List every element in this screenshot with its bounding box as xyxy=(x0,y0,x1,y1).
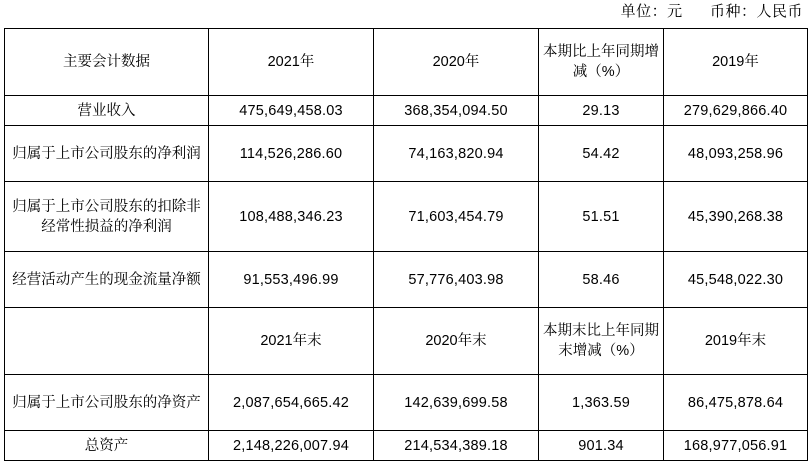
currency-unit-label: 单位：元 xyxy=(620,3,683,20)
row-value-2021: 114,526,286.60 xyxy=(209,126,374,182)
row-value-2019: 45,548,022.30 xyxy=(664,252,808,308)
table-row xyxy=(5,182,808,252)
row-label: 归属于上市公司股东的净资产 xyxy=(5,375,209,431)
row-value-2021: 91,553,496.99 xyxy=(209,252,374,308)
row-value-2021: 475,649,458.03 xyxy=(209,96,374,126)
table-row xyxy=(5,431,808,461)
currency-kind-label: 币种：人民币 xyxy=(709,3,803,20)
row-label: 归属于上市公司股东的净利润 xyxy=(5,126,209,182)
row-value-2020: 71,603,454.79 xyxy=(374,182,539,252)
row-value-change-end: 901.34 xyxy=(539,431,664,461)
row-value-change-end: 1,363.59 xyxy=(539,375,664,431)
row-label: 经营活动产生的现金流量净额 xyxy=(5,252,209,308)
unit-note xyxy=(621,0,803,24)
header-year-2020: 2020年 xyxy=(374,29,539,96)
subheader-year-2019-end: 2019年末 xyxy=(664,308,808,375)
row-value-2021: 108,488,346.23 xyxy=(209,182,374,252)
subheader-change-end: 本期末比上年同期末增减（%） xyxy=(539,308,664,375)
subheader-year-2020-end: 2020年末 xyxy=(374,308,539,375)
row-value-2019: 279,629,866.40 xyxy=(664,96,808,126)
row-value-2020-end: 214,534,389.18 xyxy=(374,431,539,461)
table-row xyxy=(5,375,808,431)
header-change: 本期比上年同期增减（%） xyxy=(539,29,664,96)
header-metric: 主要会计数据 xyxy=(5,29,209,96)
row-value-2019-end: 168,977,056.91 xyxy=(664,431,808,461)
header-year-2021: 2021年 xyxy=(209,29,374,96)
row-value-2020: 57,776,403.98 xyxy=(374,252,539,308)
row-value-2020: 368,354,094.50 xyxy=(374,96,539,126)
row-value-2020: 74,163,820.94 xyxy=(374,126,539,182)
row-value-2019-end: 86,475,878.64 xyxy=(664,375,808,431)
table-header-row xyxy=(5,29,808,96)
row-value-2019: 45,390,268.38 xyxy=(664,182,808,252)
table-row xyxy=(5,126,808,182)
row-value-2020-end: 142,639,699.58 xyxy=(374,375,539,431)
row-value-change: 58.46 xyxy=(539,252,664,308)
row-value-change: 51.51 xyxy=(539,182,664,252)
row-value-2019: 48,093,258.96 xyxy=(664,126,808,182)
row-value-2021-end: 2,148,226,007.94 xyxy=(209,431,374,461)
subheader-year-2021-end: 2021年末 xyxy=(209,308,374,375)
row-value-2021-end: 2,087,654,665.42 xyxy=(209,375,374,431)
table-row xyxy=(5,96,808,126)
row-label: 营业收入 xyxy=(5,96,209,126)
row-value-change: 29.13 xyxy=(539,96,664,126)
table-subheader-row xyxy=(5,308,808,375)
subheader-blank xyxy=(5,308,209,375)
row-label: 总资产 xyxy=(5,431,209,461)
row-label: 归属于上市公司股东的扣除非经常性损益的净利润 xyxy=(5,182,209,252)
header-year-2019: 2019年 xyxy=(664,29,808,96)
financial-data-table xyxy=(4,28,808,461)
row-value-change: 54.42 xyxy=(539,126,664,182)
table-row xyxy=(5,252,808,308)
